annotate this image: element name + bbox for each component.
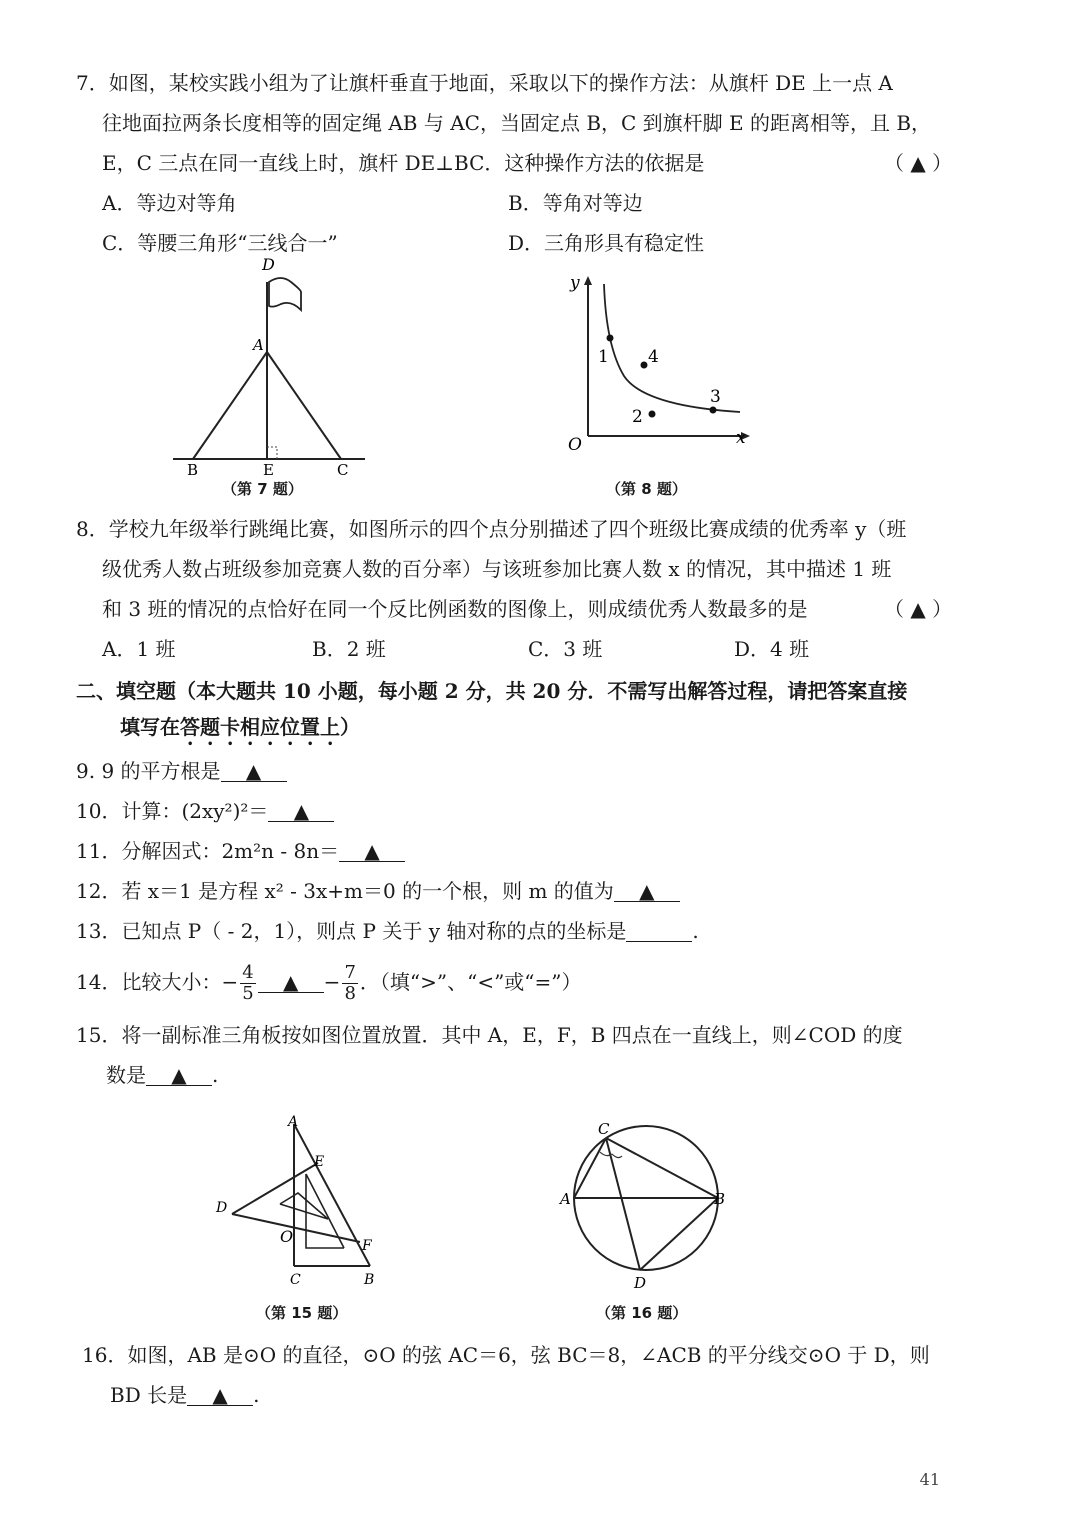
fig7-caption: （第 7 题）: [222, 480, 303, 498]
q7-answer-mark: （ ▲ ）: [884, 151, 953, 175]
q15-line1: 15．将一副标准三角板按如图位置放置．其中 A，E，F，B 四点在一直线上，则∠COD 的度: [76, 1023, 903, 1047]
fig7-label-a: A: [253, 336, 264, 354]
section2-heading-line1: 二、填空题（本大题共 10 小题，每小题 2 分，共 20 分．不需写出解答过程，请把答案直接: [76, 679, 908, 703]
answer-blank[interactable]: ▲: [614, 881, 680, 902]
fig7-label-c: C: [337, 461, 349, 479]
fig16-label-b: B: [714, 1190, 726, 1208]
q7-option-c: C．等腰三角形“三线合一”: [102, 231, 338, 255]
fig8-label-y: y: [570, 273, 580, 293]
figure-7-flagpole: [165, 252, 375, 482]
q15-line2: 数是 ▲ .: [106, 1063, 219, 1087]
fig16-caption: （第 16 题）: [596, 1304, 688, 1322]
answer-blank[interactable]: ▲: [268, 801, 334, 822]
figure-16-circle: [556, 1116, 736, 1296]
fig7-label-d: D: [262, 255, 275, 274]
fig7-label-e: E: [263, 461, 274, 479]
q8-option-a: A．1 班: [102, 637, 176, 661]
fig16-label-a: A: [560, 1190, 571, 1208]
fig16-label-d: D: [634, 1274, 647, 1292]
q7-option-b: B．等角对等边: [508, 191, 643, 215]
q16-line1: 16．如图，AB 是⊙O 的直径，⊙O 的弦 AC＝6，弦 BC＝8，∠ACB 的平分线交⊙O 于 D，则: [82, 1343, 930, 1367]
q8-option-b: B．2 班: [312, 637, 386, 661]
emphasized-text: 答题卡相应位置上: [180, 715, 340, 739]
answer-blank[interactable]: ▲: [258, 972, 324, 993]
fig15-label-c: C: [290, 1272, 301, 1288]
answer-blank[interactable]: ▲: [146, 1065, 212, 1086]
fig7-label-b: B: [187, 461, 199, 479]
fig15-label-f: F: [362, 1238, 372, 1254]
q8-answer-mark: （ ▲ ）: [884, 597, 953, 621]
q14: 14．比较大小：− $\frac{4}{5}$ ▲ − $\frac{7}{8}$ ．（填“>”、“<”或“=”）: [76, 962, 582, 1004]
fig8-point-4: 4: [648, 347, 659, 367]
fig8-label-x: x: [736, 428, 746, 448]
fig15-label-a: A: [288, 1114, 299, 1130]
fig15-label-e: E: [314, 1154, 325, 1170]
q11: 11．分解因式：2m²n - 8n＝ ▲: [76, 838, 405, 864]
q8-line3: 和 3 班的情况的点恰好在同一个反比例函数的图像上，则成绩优秀人数最多的是: [102, 597, 808, 621]
fig15-label-d: D: [216, 1200, 228, 1216]
q7-line1: 7．如图，某校实践小组为了让旗杆垂直于地面，采取以下的操作方法：从旗杆 DE 上一点 A: [76, 71, 893, 95]
q7-line2: 往地面拉两条长度相等的固定绳 AB 与 AC，当固定点 B，C 到旗杆脚 E 的距离相等，且 B，: [102, 111, 932, 135]
q8-option-d: D．4 班: [734, 637, 810, 661]
fig15-label-b: B: [364, 1272, 375, 1288]
q8-option-c: C．3 班: [528, 637, 603, 661]
section2-heading-line2: 填写在答题卡相应位置上）: [120, 715, 360, 739]
q13: 13．已知点 P（ - 2，1），则点 P 关于 y 轴对称的点的坐标是 .: [76, 919, 699, 943]
page-number: 41: [919, 1470, 940, 1489]
answer-blank[interactable]: ▲: [187, 1385, 253, 1406]
answer-blank[interactable]: ▲: [339, 841, 405, 862]
answer-blank[interactable]: [626, 921, 692, 942]
figure-8-graph: [560, 266, 760, 466]
fig8-label-o: O: [568, 435, 582, 455]
figure-15-set-squares: [210, 1110, 410, 1295]
fraction: $\frac{7}{8}$: [344, 962, 356, 1004]
fig15-caption: （第 15 题）: [256, 1304, 348, 1322]
q7-option-d: D．三角形具有稳定性: [508, 231, 705, 255]
q7-line3: E，C 三点在同一直线上时，旗杆 DE⊥BC．这种操作方法的依据是: [102, 151, 705, 175]
q10: 10．计算：(2xy²)²＝ ▲: [76, 798, 334, 824]
fig8-point-1: 1: [598, 347, 609, 367]
q8-line1: 8．学校九年级举行跳绳比赛，如图所示的四个点分别描述了四个班级比赛成绩的优秀率 y（班: [76, 517, 907, 541]
fig8-point-3: 3: [710, 387, 721, 407]
fig8-point-2: 2: [632, 407, 643, 427]
fig16-label-c: C: [598, 1120, 610, 1138]
q16-line2: BD 长是 ▲ .: [110, 1383, 260, 1407]
q7-option-a: A．等边对等角: [102, 191, 237, 215]
q8-line2: 级优秀人数占班级参加竞赛人数的百分率）与该班参加比赛人数 x 的情况，其中描述 1 班: [102, 557, 892, 581]
fig15-label-o: O: [280, 1227, 294, 1246]
q12: 12．若 x＝1 是方程 x² - 3x+m＝0 的一个根，则 m 的值为 ▲: [76, 878, 680, 904]
q9: 9. 9 的平方根是 ▲: [76, 758, 287, 784]
fraction: $\frac{4}{5}$: [242, 962, 254, 1004]
answer-blank[interactable]: ▲: [221, 761, 287, 782]
fig8-caption: （第 8 题）: [606, 480, 687, 498]
